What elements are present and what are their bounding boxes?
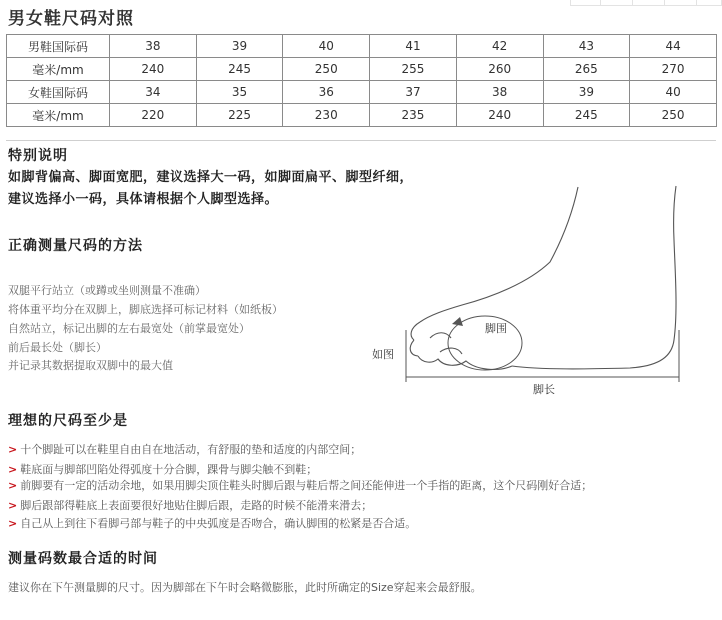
size-row-label: 女鞋国际码 [7,81,110,104]
size-cell: 250 [630,104,717,127]
size-cell: 38 [456,81,543,104]
ideal-size-item: > 前脚要有一定的活动余地，如果用脚尖顶住鞋头时脚后跟与鞋后帮之间还能伸进一个手指的距离，这个尺码刚好合适； [8,479,593,492]
measure-time-note: 建议你在下午测量脚的尺寸。因为脚部在下午时会略微膨胀，此时所确定的Size穿起来会最舒服。 [8,581,482,594]
size-cell: 250 [283,58,370,81]
chevron-right-icon: > [8,517,18,530]
size-cell: 260 [456,58,543,81]
measure-step: 并记录其数据提取双脚中的最大值 [8,359,173,372]
size-cell: 245 [543,104,630,127]
ideal-size-item: > 鞋底面与脚部凹陷处得弧度十分合脚，踝骨与脚尖触不到鞋； [8,463,318,476]
size-cell: 245 [196,58,283,81]
chevron-right-icon: > [8,499,18,512]
size-cell: 225 [196,104,283,127]
measure-step: 前后最长处（脚长） [8,341,107,354]
size-cell: 39 [196,35,283,58]
size-cell: 41 [370,35,457,58]
size-row-label: 毫米/mm [7,104,110,127]
ideal-size-heading: 理想的尺码至少是 [8,413,128,429]
size-cell: 255 [370,58,457,81]
length-label: 脚长 [533,383,555,396]
measure-time-heading: 测量码数最合适的时间 [8,551,158,567]
size-row-label: 毫米/mm [7,58,110,81]
size-cell: 265 [543,58,630,81]
chevron-right-icon: > [8,443,18,456]
measure-step: 将体重平均分在双脚上，脚底选择可标记材料（如纸板） [8,303,283,316]
size-row-label: 男鞋国际码 [7,35,110,58]
special-note-line: 建议选择小一码，具体请根据个人脚型选择。 [8,192,279,207]
as-shown-label: 如图 [372,348,394,361]
size-cell: 235 [370,104,457,127]
size-cell: 240 [110,58,197,81]
ideal-size-item: > 十个脚趾可以在鞋里自由自在地活动，有舒服的垫和适度的内部空间； [8,443,362,456]
size-cell: 40 [283,35,370,58]
size-cell: 40 [630,81,717,104]
special-note-line: 如脚背偏高、脚面宽肥，建议选择大一码，如脚面扁平、脚型纤细， [8,170,414,185]
size-cell: 42 [456,35,543,58]
size-cell: 39 [543,81,630,104]
chevron-right-icon: > [8,463,18,476]
size-cell: 34 [110,81,197,104]
foot-outline [410,186,676,369]
size-cell: 43 [543,35,630,58]
special-note-heading: 特别说明 [8,148,68,164]
size-cell: 220 [110,104,197,127]
ideal-size-item: > 自己从上到往下看脚弓部与鞋子的中央弧度是否吻合，确认脚围的松紧是否合适。 [8,517,417,530]
size-cell: 44 [630,35,717,58]
measure-step: 双腿平行站立（或蹲或坐则测量不准确） [8,284,206,297]
chevron-right-icon: > [8,479,18,492]
girth-label: 脚围 [485,322,507,335]
size-cell: 270 [630,58,717,81]
girth-arrow-icon [452,317,463,326]
size-cell: 230 [283,104,370,127]
size-cell: 36 [283,81,370,104]
measure-step: 自然站立，标记出脚的左右最宽处（前掌最宽处） [8,322,250,335]
size-cell: 35 [196,81,283,104]
page-title: 男女鞋尺码对照 [8,9,134,29]
size-cell: 37 [370,81,457,104]
size-cell: 240 [456,104,543,127]
measure-method-heading: 正确测量尺码的方法 [8,238,143,254]
size-cell: 38 [110,35,197,58]
ideal-size-item: > 脚后跟部得鞋底上表面要很好地贴住脚后跟，走路的时候不能滑来滑去； [8,499,373,512]
